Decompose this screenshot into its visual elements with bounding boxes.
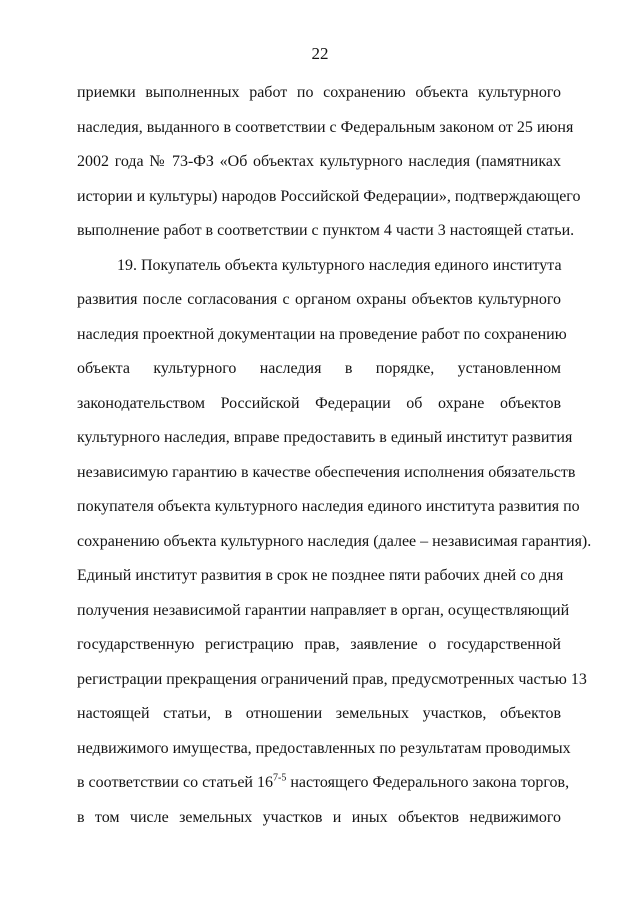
text-line-with-superscript: [77, 768, 570, 803]
text-line: сохранению объекта культурного наследия (далее – независимая гарантия).: [77, 532, 592, 550]
text-line: выполнение работ в соответствии с пунктом 4 части 3 настоящей статьи.: [77, 222, 575, 239]
text-line: истории и культуры) народов Российской Федерации», подтверждающего: [77, 187, 581, 205]
document-body: [77, 78, 592, 837]
text-line: покупателя объекта культурного наследия единого института развития по: [77, 498, 580, 515]
text-line: законодательством Российской Федерации об охране объектов: [77, 394, 561, 412]
text-line: регистрации прекращения ограничений прав, предусмотренных частью 13: [77, 670, 587, 688]
text-line: наследия проектной документации на проведение работ по сохранению: [77, 325, 567, 343]
text-line: 2002 года № 73-ФЗ «Об объектах культурного наследия (памятниках: [77, 153, 561, 170]
text-line: Единый институт развития в срок не позднее пяти рабочих дней со дня: [77, 567, 564, 584]
article-superscript: 7-5: [273, 772, 287, 784]
text-line: получения независимой гарантии направляет в орган, осуществляющий: [77, 601, 570, 619]
text-line: культурного наследия, вправе предоставить в единый институт развития: [77, 429, 573, 446]
page-number: 22: [311, 44, 329, 63]
text-line: приемки выполненных работ по сохранению объекта культурного: [77, 84, 561, 101]
text-line: развития после согласования с органом охраны объектов культурного: [77, 291, 561, 308]
text-line: независимую гарантию в качестве обеспечения исполнения обязательств: [77, 463, 576, 481]
text-fragment: в соответствии со статьей 16: [77, 774, 273, 791]
text-line: наследия, выданного в соответствии с Федеральным законом от 25 июня: [77, 118, 574, 136]
text-line: в том числе земельных участков и иных объектов недвижимого: [77, 808, 561, 826]
text-line: государственную регистрацию прав, заявление о государственной: [77, 636, 561, 653]
paragraph-start-line: 19. Покупатель объекта культурного наследия единого института: [117, 256, 562, 274]
text-line: объекта культурного наследия в порядке, установленном: [77, 360, 561, 377]
text-fragment: настоящего Федерального закона торгов,: [286, 774, 570, 791]
text-line: недвижимого имущества, предоставленных по результатам проводимых: [77, 739, 571, 757]
text-line: настоящей статьи, в отношении земельных участков, объектов: [77, 705, 561, 722]
